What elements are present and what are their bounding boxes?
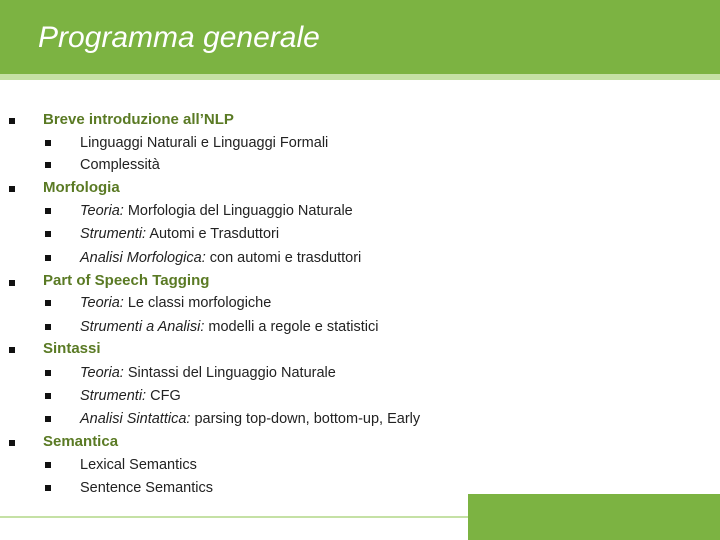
footer-accent-box	[468, 494, 720, 540]
list-item: Complessità	[80, 157, 160, 173]
list-item: Analisi Sintattica: parsing top-down, bottom-up, Early	[80, 411, 421, 427]
outer-bullet-icon	[9, 345, 17, 353]
section-heading-pos-tagging: Part of Speech Tagging	[43, 272, 210, 289]
outer-bullet-icon	[9, 278, 17, 286]
sub-bullet-icon	[45, 416, 51, 422]
list-item: Strumenti: CFG	[80, 388, 181, 404]
slide-title: Programma generale	[38, 21, 320, 54]
sub-bullet-icon	[45, 208, 51, 214]
section-heading-semantica: Semantica	[43, 433, 119, 450]
list-item: Strumenti a Analisi: modelli a regole e statistici	[80, 319, 379, 335]
sub-bullet-icon	[45, 140, 51, 146]
list-item: Linguaggi Naturali e Linguaggi Formali	[80, 135, 329, 151]
sub-bullet-icon	[45, 485, 51, 491]
list-item: Teoria: Le classi morfologiche	[80, 295, 272, 311]
list-item: Sentence Semantics	[80, 480, 213, 496]
list-item: Strumenti: Automi e Trasduttori	[80, 226, 280, 242]
list-item: Analisi Morfologica: con automi e trasduttori	[80, 250, 362, 266]
list-item: Teoria: Morfologia del Linguaggio Naturale	[80, 203, 353, 219]
sub-bullet-icon	[45, 255, 51, 261]
outer-bullet-icon	[9, 184, 17, 192]
sub-bullet-icon	[45, 462, 51, 468]
outer-bullet-icon	[9, 116, 17, 124]
list-item: Lexical Semantics	[80, 457, 197, 473]
section-heading-sintassi: Sintassi	[43, 340, 101, 357]
sub-bullet-icon	[45, 370, 51, 376]
section-heading-morfologia: Morfologia	[43, 179, 120, 196]
sub-bullet-icon	[45, 324, 51, 330]
sub-bullet-icon	[45, 231, 51, 237]
list-item: Teoria: Sintassi del Linguaggio Naturale	[80, 365, 336, 381]
section-heading-intro: Breve introduzione all’NLP	[43, 111, 234, 128]
outer-bullet-icon	[9, 438, 17, 446]
sub-bullet-icon	[45, 300, 51, 306]
sub-bullet-icon	[45, 162, 51, 168]
sub-bullet-icon	[45, 393, 51, 399]
